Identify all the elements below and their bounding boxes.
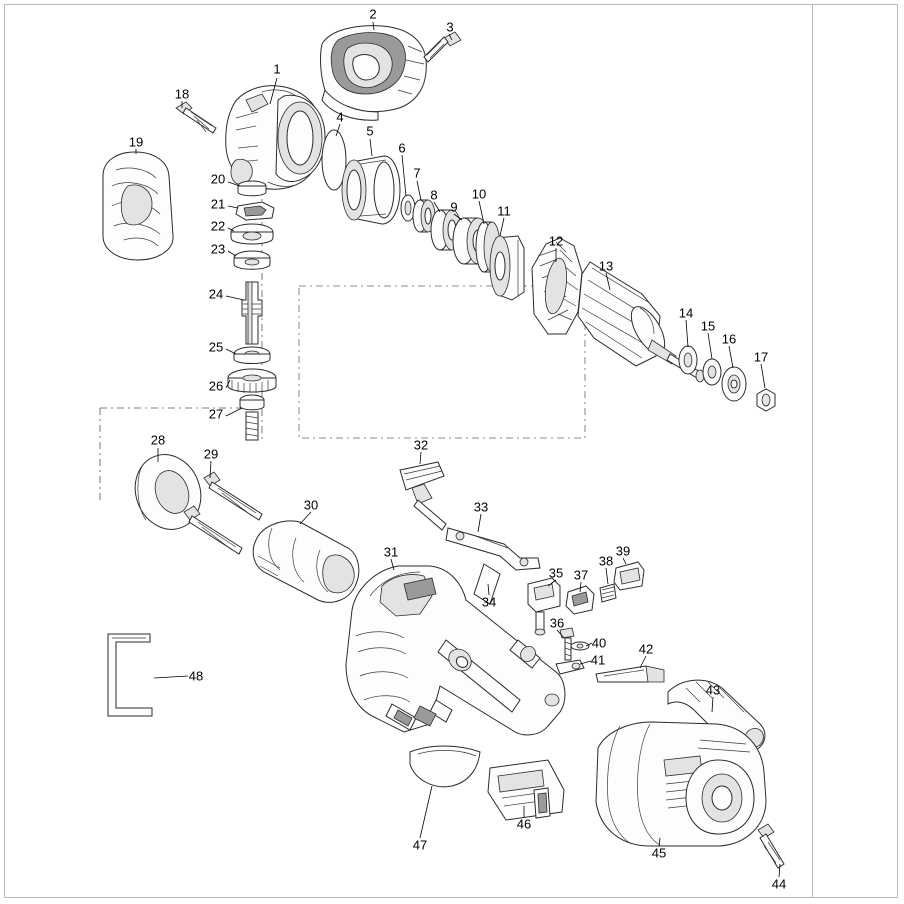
callout-36: 36: [549, 615, 565, 631]
callout-2: 2: [369, 6, 377, 22]
callout-27: 27: [208, 406, 224, 422]
part-3-screw: [424, 32, 461, 62]
callout-46: 46: [516, 816, 532, 832]
part-42-wire: [596, 666, 664, 682]
part-14-bearing: [679, 346, 697, 374]
callout-30: 30: [303, 497, 319, 513]
callout-11: 11: [497, 203, 511, 219]
callout-3: 3: [446, 19, 454, 35]
callout-24: 24: [208, 286, 224, 302]
callout-31: 31: [383, 544, 399, 560]
part-45-motor-housing: [596, 722, 766, 846]
part-41-clip: [556, 660, 584, 674]
callout-12: 12: [548, 233, 564, 249]
part-33-link-plate: [446, 528, 540, 570]
part-21-clip: [236, 202, 274, 220]
callout-39: 39: [615, 543, 631, 559]
callout-21: 21: [210, 196, 226, 212]
callout-17: 17: [753, 349, 769, 365]
callout-19: 19: [128, 134, 144, 150]
callout-45: 45: [651, 845, 667, 861]
callout-35: 35: [548, 565, 564, 581]
callout-22: 22: [210, 218, 226, 234]
callout-7: 7: [413, 165, 421, 181]
callout-26: 26: [208, 378, 224, 394]
callout-14: 14: [678, 305, 694, 321]
callout-13: 13: [598, 258, 614, 274]
callout-41: 41: [590, 652, 606, 668]
part-27-nut: [240, 395, 264, 440]
callout-40: 40: [591, 635, 607, 651]
callout-48: 48: [188, 668, 204, 684]
callout-6: 6: [398, 140, 406, 156]
part-44-screw: [758, 824, 784, 868]
callout-4: 4: [336, 109, 344, 125]
part-11-flange: [490, 236, 524, 300]
part-48-hex-wrench: [108, 634, 152, 716]
callout-28: 28: [150, 432, 166, 448]
callout-47: 47: [412, 837, 428, 853]
part-1-gear-housing: [226, 86, 325, 190]
callout-5: 5: [366, 123, 374, 139]
part-47-label: [410, 746, 480, 787]
callout-15: 15: [700, 318, 716, 334]
callout-37: 37: [573, 567, 589, 583]
callout-9: 9: [450, 199, 458, 215]
part-15-washer: [703, 359, 721, 385]
part-12-bevel-gear: [532, 238, 582, 334]
part-39-brush: [614, 562, 644, 590]
part-26-gear: [228, 369, 276, 393]
part-16-bearing: [722, 367, 746, 401]
callout-33: 33: [473, 499, 489, 515]
part-5-bearing-box: [342, 156, 400, 224]
callout-16: 16: [721, 331, 737, 347]
callout-44: 44: [771, 876, 787, 892]
callout-38: 38: [598, 553, 614, 569]
part-30-housing-half: [253, 521, 359, 602]
callout-1: 1: [273, 61, 281, 77]
callout-23: 23: [210, 241, 226, 257]
callout-32: 32: [413, 437, 429, 453]
callout-42: 42: [638, 641, 654, 657]
callout-20: 20: [210, 171, 226, 187]
callout-18: 18: [174, 86, 190, 102]
callout-29: 29: [203, 446, 219, 462]
part-23-bearing: [234, 251, 270, 269]
part-2-front-cover: [321, 26, 427, 121]
callout-10: 10: [471, 186, 487, 202]
part-24-spindle: [242, 282, 262, 344]
callout-34: 34: [481, 594, 497, 610]
part-20-cap: [238, 181, 266, 196]
part-17-nut: [757, 389, 775, 411]
part-22-bearing: [231, 224, 273, 244]
part-19-cover: [103, 152, 173, 260]
part-25-washer: [234, 347, 270, 364]
part-46-pack: [488, 760, 564, 820]
part-38-brush-spring: [600, 584, 616, 602]
callout-8: 8: [430, 187, 438, 203]
callout-25: 25: [208, 339, 224, 355]
callout-43: 43: [705, 682, 721, 698]
part-32-switch-lever: [400, 462, 446, 530]
